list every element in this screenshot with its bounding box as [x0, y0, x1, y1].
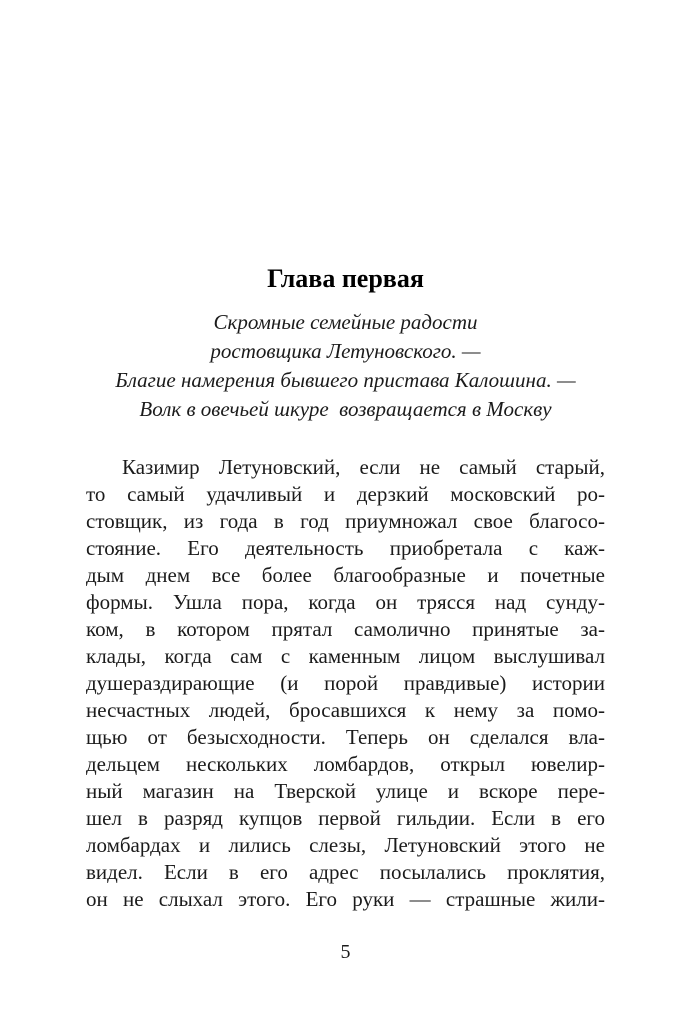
- chapter-title: Глава первая: [267, 264, 424, 293]
- chapter-subtitle: [86, 308, 605, 424]
- paragraph-line: шел в разряд купцов первой гильдии. Если в его: [86, 806, 605, 830]
- chapter-subtitle-line: Благие намерения бывшего пристава Калошина. —: [115, 368, 576, 392]
- paragraph-line: клады, когда сам с каменным лицом выслушивал: [86, 644, 605, 668]
- paragraph-line: ный магазин на Тверской улице и вскоре пере-: [86, 779, 605, 803]
- paragraph-line: стояние. Его деятельность приобретала с каж-: [86, 536, 605, 560]
- page-content: [0, 263, 691, 964]
- paragraph-line: ломбардах и лились слезы, Летуновский этого не: [86, 833, 605, 857]
- chapter-subtitle-line: Волк в овечьей шкуре возвращается в Москву: [139, 397, 552, 421]
- page-number: 5: [340, 941, 351, 963]
- paragraph-line: ком, в котором прятал самолично принятые за-: [86, 617, 605, 641]
- paragraph-line: видел. Если в его адрес посылались проклятия,: [86, 860, 605, 884]
- body-paragraph: [86, 454, 605, 913]
- paragraph-line: стовщик, из года в год приумножал свое благосо-: [86, 509, 605, 533]
- paragraph-line: щью от безысходности. Теперь он сделался вла-: [86, 725, 605, 749]
- chapter-subtitle-line: ростовщика Летуновского. —: [210, 339, 481, 363]
- paragraph-line: он не слыхал этого. Его руки — страшные жили-: [86, 887, 605, 911]
- chapter-subtitle-line: Скромные семейные радости: [213, 310, 478, 334]
- paragraph-line: Казимир Летуновский, если не самый старый,: [122, 455, 605, 479]
- paragraph-line: дым днем все более благообразные и почетные: [86, 563, 605, 587]
- paragraph-line: душераздирающие (и порой правдивые) истории: [86, 671, 605, 695]
- paragraph-line: дельцем нескольких ломбардов, открыл ювелир-: [86, 752, 605, 776]
- paragraph-line: несчастных людей, бросавшихся к нему за помо-: [86, 698, 605, 722]
- paragraph-line: формы. Ушла пора, когда он трясся над сунду-: [86, 590, 605, 614]
- paragraph-line: то самый удачливый и дерзкий московский ро-: [86, 482, 605, 506]
